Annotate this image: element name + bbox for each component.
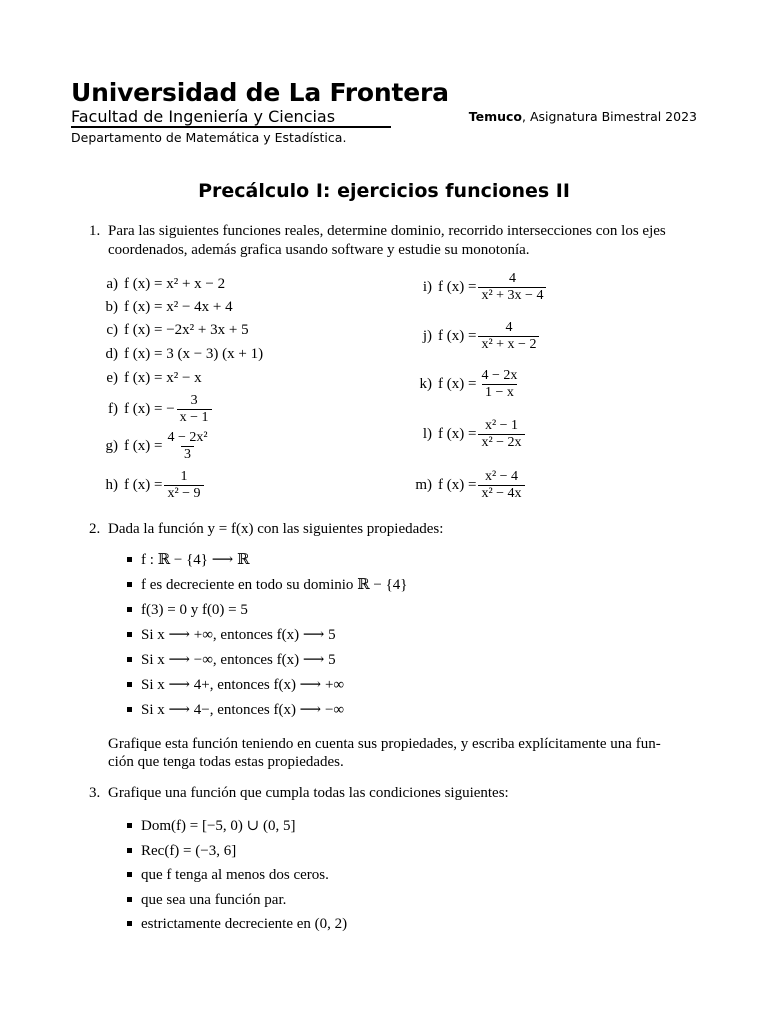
item-label: i) [422,279,432,295]
item-expression-prefix: f (x) = [438,477,477,493]
location-course [469,109,697,124]
exercise-1-number: 1. [89,223,101,239]
bullet-square-icon [127,557,132,562]
item-label: j) [422,328,432,344]
document-title: Precálculo I: ejercicios funciones II [198,180,570,202]
exercise-2-bullet-item [127,575,408,595]
exercise-2-bullet-item [127,675,344,695]
exercise-3-bullet-item [127,865,329,885]
item-expression-prefix: f (x) = [438,426,477,442]
item-expression-prefix: f (x) = − [124,401,175,417]
bullet-text: f es decreciente en todo su dominio ℝ − {4} [141,577,408,593]
bullet-square-icon [127,657,132,662]
item-expression: f (x) = x² + x − 2 [124,276,226,292]
exercise-3-bullet-item [127,816,295,836]
fraction-denominator: 1 − x [482,384,517,401]
item-label: b) [105,299,118,315]
item-fraction [177,393,212,426]
exercise-1-statement-line-2: coordenados, además grafica usando software y estudie su monotonía. [108,242,530,258]
fraction-numerator: 4 [505,319,513,335]
exercise-3-number: 3. [89,785,101,801]
exercise-2-closing-line-2: ción que tenga todas estas propiedades. [108,754,344,770]
item-fraction [478,368,520,401]
exercise-2-bullet-item [127,650,336,670]
bullet-square-icon [127,607,132,612]
item-expression-prefix: f (x) = [124,438,163,454]
bullet-text: Dom(f) = [−5, 0) ∪ (0, 5] [141,818,296,834]
fraction-denominator: 3 [181,446,194,463]
fraction-numerator: x² − 1 [484,417,519,433]
bullet-square-icon [127,872,132,877]
item-expression-prefix: f (x) = [438,328,477,344]
exercise-3-statement: Grafique una función que cumpla todas las condiciones siguientes: [108,785,509,801]
course-info: , Asignatura Bimestral 2023 [522,109,697,124]
item-label: l) [422,426,432,442]
item-fraction [478,320,539,353]
bullet-text: Si x ⟶ +∞, entonces f(x) ⟶ 5 [141,627,336,643]
item-label: a) [106,276,118,292]
department-name: Departamento de Matemática y Estadística. [71,130,347,145]
exercise-2-bullet-item [127,700,344,720]
item-fraction [478,418,524,451]
exercise-3-bullet-item [127,914,347,934]
header-divider [71,126,391,128]
exercise-1-statement-line-1: Para las siguientes funciones reales, determine dominio, recorrido intersecciones con los ejes [108,223,666,239]
faculty-name: Facultad de Ingeniería y Ciencias [71,107,336,126]
exercise-1-item [396,364,522,404]
item-label: e) [106,370,118,386]
item-label: g) [105,438,118,454]
fraction-denominator: x² − 2x [478,434,524,451]
fraction-denominator: x − 1 [177,409,212,426]
fraction-numerator: x² − 4 [484,468,519,484]
exercise-2-closing-line-1: Grafique esta función teniendo en cuenta sus propiedades, y escriba explícitamente una fun- [108,736,661,752]
exercise-2-statement: Dada la función y = f(x) con las siguientes propiedades: [108,521,444,537]
bullet-square-icon [127,682,132,687]
item-label: m) [415,477,432,493]
bullet-square-icon [127,707,132,712]
bullet-text: Si x ⟶ −∞, entonces f(x) ⟶ 5 [141,652,336,668]
item-expression: f (x) = x² − x [124,370,202,386]
bullet-square-icon [127,897,132,902]
fraction-denominator: x² − 9 [164,485,203,502]
item-expression-prefix: f (x) = [124,477,163,493]
fraction-denominator: x² + x − 2 [478,336,539,353]
city-name: Temuco [468,109,523,124]
bullet-square-icon [127,582,132,587]
bullet-text: Rec(f) = (−3, 6] [141,842,237,859]
bullet-text: estrictamente decreciente en (0, 2) [141,916,348,932]
item-fraction [478,271,546,304]
exercise-1-item [90,310,249,350]
item-label: f) [108,401,118,417]
fraction-numerator: 4 − 2x² [167,429,208,445]
exercise-2-bullet-item [127,550,249,570]
bullet-text: que f tenga al menos dos ceros. [141,867,329,883]
item-expression-prefix: f (x) = [438,279,477,295]
exercise-1-item [396,465,527,505]
fraction-numerator: 4 − 2x [481,367,518,383]
fraction-numerator: 4 [508,270,516,286]
item-expression: f (x) = 3 (x − 3) (x + 1) [124,346,264,362]
bullet-square-icon [127,848,132,853]
bullet-square-icon [127,823,132,828]
exercise-3-bullet-item [127,841,236,861]
exercise-1-item [396,414,527,454]
exercise-1-item [90,287,233,327]
item-expression-prefix: f (x) = [438,376,477,392]
exercise-1-item [90,389,214,429]
exercise-2-bullet-item [127,600,248,620]
exercise-2-bullet-item [127,625,336,645]
fraction-numerator: 1 [180,468,188,484]
exercise-2-number: 2. [89,521,101,537]
item-expression: f (x) = −2x² + 3x + 5 [124,322,249,338]
exercise-1-item [396,316,541,356]
exercise-1-item [90,334,263,374]
item-label: d) [105,346,118,362]
exercise-1-item [90,264,225,304]
item-label: k) [419,376,432,392]
item-expression: f (x) = x² − 4x + 4 [124,299,233,315]
item-fraction [478,469,524,502]
bullet-text: f(3) = 0 y f(0) = 5 [141,602,248,618]
exercise-1-item [396,267,548,307]
bullet-text: Si x ⟶ 4+, entonces f(x) ⟶ +∞ [141,677,345,693]
bullet-text: f : ℝ − {4} ⟶ ℝ [141,552,250,568]
fraction-numerator: 3 [190,392,198,408]
item-fraction [164,430,210,463]
bullet-square-icon [127,632,132,637]
exercise-1-item [90,358,202,398]
fraction-denominator: x² + 3x − 4 [478,287,546,304]
item-label: c) [106,322,118,338]
bullet-square-icon [127,921,132,926]
exercise-1-item [90,465,206,505]
exercise-1-item [90,426,213,466]
exercise-3-bullet-item [127,890,286,910]
university-name: Universidad de La Frontera [71,78,449,107]
bullet-text: Si x ⟶ 4−, entonces f(x) ⟶ −∞ [141,702,345,718]
item-label: h) [105,477,118,493]
item-fraction [164,469,203,502]
bullet-text: que sea una función par. [141,891,287,908]
fraction-denominator: x² − 4x [478,485,524,502]
